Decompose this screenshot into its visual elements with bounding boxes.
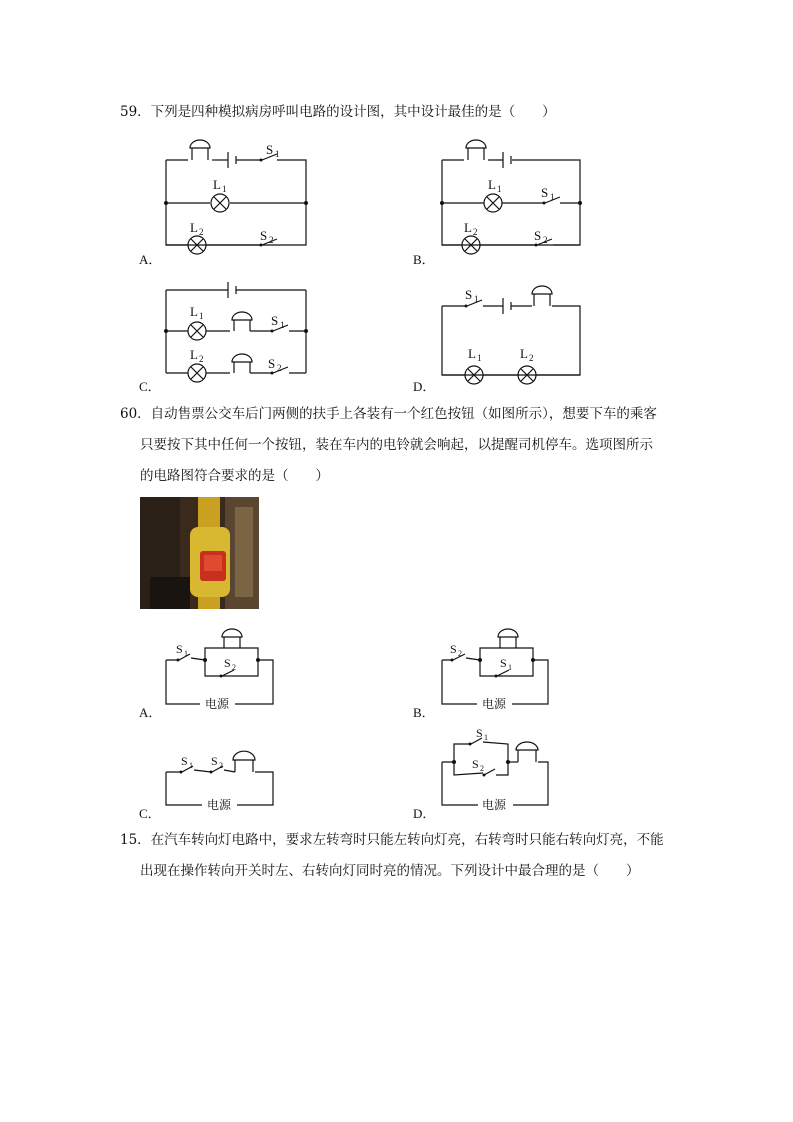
q60-option-d[interactable]: D．: [413, 806, 436, 821]
svg-text:1: 1: [280, 320, 285, 330]
svg-text:S: S: [541, 185, 549, 200]
q59-text: 59．下列是四种模拟病房呼叫电路的设计图，其中设计最佳的是（ ）: [120, 104, 556, 120]
svg-text:S: S: [465, 287, 473, 302]
q59-circuit-a: [160, 135, 320, 255]
svg-text:S: S: [181, 754, 188, 768]
q60-option-a[interactable]: A．: [139, 705, 162, 720]
q59-circuit-c: [160, 278, 320, 388]
q59-option-a[interactable]: A．: [139, 252, 162, 267]
q60c-power: 电源: [207, 798, 232, 812]
q15-text-line1: 15．在汽车转向灯电路中，要求左转弯时只能左转向灯亮，右转弯时只能右转向灯亮，不能: [120, 832, 664, 848]
svg-text:S: S: [476, 726, 483, 740]
svg-text:S: S: [211, 754, 218, 768]
q59-option-c[interactable]: C．: [139, 379, 161, 394]
bus-button-photo: [140, 497, 259, 609]
q60-text-line1: 60．自动售票公交车后门两侧的扶手上各装有一个红色按钮（如图所示），想要下车的乘客: [120, 406, 657, 422]
svg-text:2: 2: [199, 354, 204, 364]
q59-circuit-b: [436, 135, 596, 255]
svg-text:1: 1: [484, 733, 488, 742]
q60-option-b[interactable]: B．: [413, 705, 435, 720]
svg-text:2: 2: [480, 764, 484, 773]
svg-text:S: S: [260, 228, 268, 243]
svg-text:S: S: [472, 757, 479, 771]
svg-text:1: 1: [189, 761, 193, 770]
svg-text:S: S: [534, 228, 542, 243]
svg-text:1: 1: [184, 649, 188, 658]
svg-text:2: 2: [269, 235, 274, 245]
q60-option-c[interactable]: C．: [139, 806, 161, 821]
svg-text:1: 1: [474, 294, 479, 304]
svg-text:L: L: [190, 347, 198, 362]
q60d-power: 电源: [482, 798, 507, 812]
svg-text:S: S: [268, 356, 276, 371]
svg-text:L: L: [213, 177, 221, 192]
q60-text-line3: 的电路图符合要求的是（ ）: [140, 468, 329, 484]
svg-text:2: 2: [232, 663, 236, 672]
svg-text:L: L: [190, 304, 198, 319]
svg-text:L: L: [520, 346, 528, 361]
svg-text:1: 1: [550, 192, 555, 202]
q59-option-b[interactable]: B．: [413, 252, 435, 267]
q60b-power: 电源: [482, 697, 507, 711]
svg-text:2: 2: [529, 353, 534, 363]
q59a-s1-label: S: [266, 142, 274, 157]
svg-text:1: 1: [275, 149, 280, 159]
svg-text:1: 1: [497, 184, 502, 194]
svg-text:L: L: [190, 220, 198, 235]
q59-circuit-d: [436, 282, 596, 388]
svg-text:2: 2: [199, 227, 204, 237]
q60-circuit-a: [160, 618, 280, 711]
svg-text:1: 1: [477, 353, 482, 363]
svg-text:L: L: [488, 177, 496, 192]
svg-text:S: S: [500, 656, 507, 670]
q60-circuit-d: [436, 725, 556, 812]
q15-text-line2: 出现在操作转向开关时左、右转向灯同时亮的情况。下列设计中最合理的是（ ）: [140, 863, 640, 879]
svg-text:S: S: [176, 642, 183, 656]
q60-circuit-c: [160, 740, 280, 812]
svg-text:L: L: [464, 220, 472, 235]
svg-text:2: 2: [458, 649, 462, 658]
svg-text:L: L: [468, 346, 476, 361]
q60-text-line2: 只要按下其中任何一个按钮，装在车内的电铃就会响起，以提醒司机停车。选项图所示: [140, 437, 653, 453]
q60-circuit-b: [436, 618, 556, 711]
svg-text:2: 2: [543, 235, 548, 245]
q60a-power: 电源: [205, 697, 230, 711]
svg-text:2: 2: [473, 227, 478, 237]
q59-option-d[interactable]: D．: [413, 379, 436, 394]
svg-text:1: 1: [222, 184, 227, 194]
svg-text:S: S: [450, 642, 457, 656]
svg-text:2: 2: [277, 363, 282, 373]
svg-text:2: 2: [219, 761, 223, 770]
svg-text:S: S: [224, 656, 231, 670]
svg-text:1: 1: [199, 311, 204, 321]
svg-text:S: S: [271, 313, 279, 328]
svg-text:1: 1: [508, 663, 512, 672]
